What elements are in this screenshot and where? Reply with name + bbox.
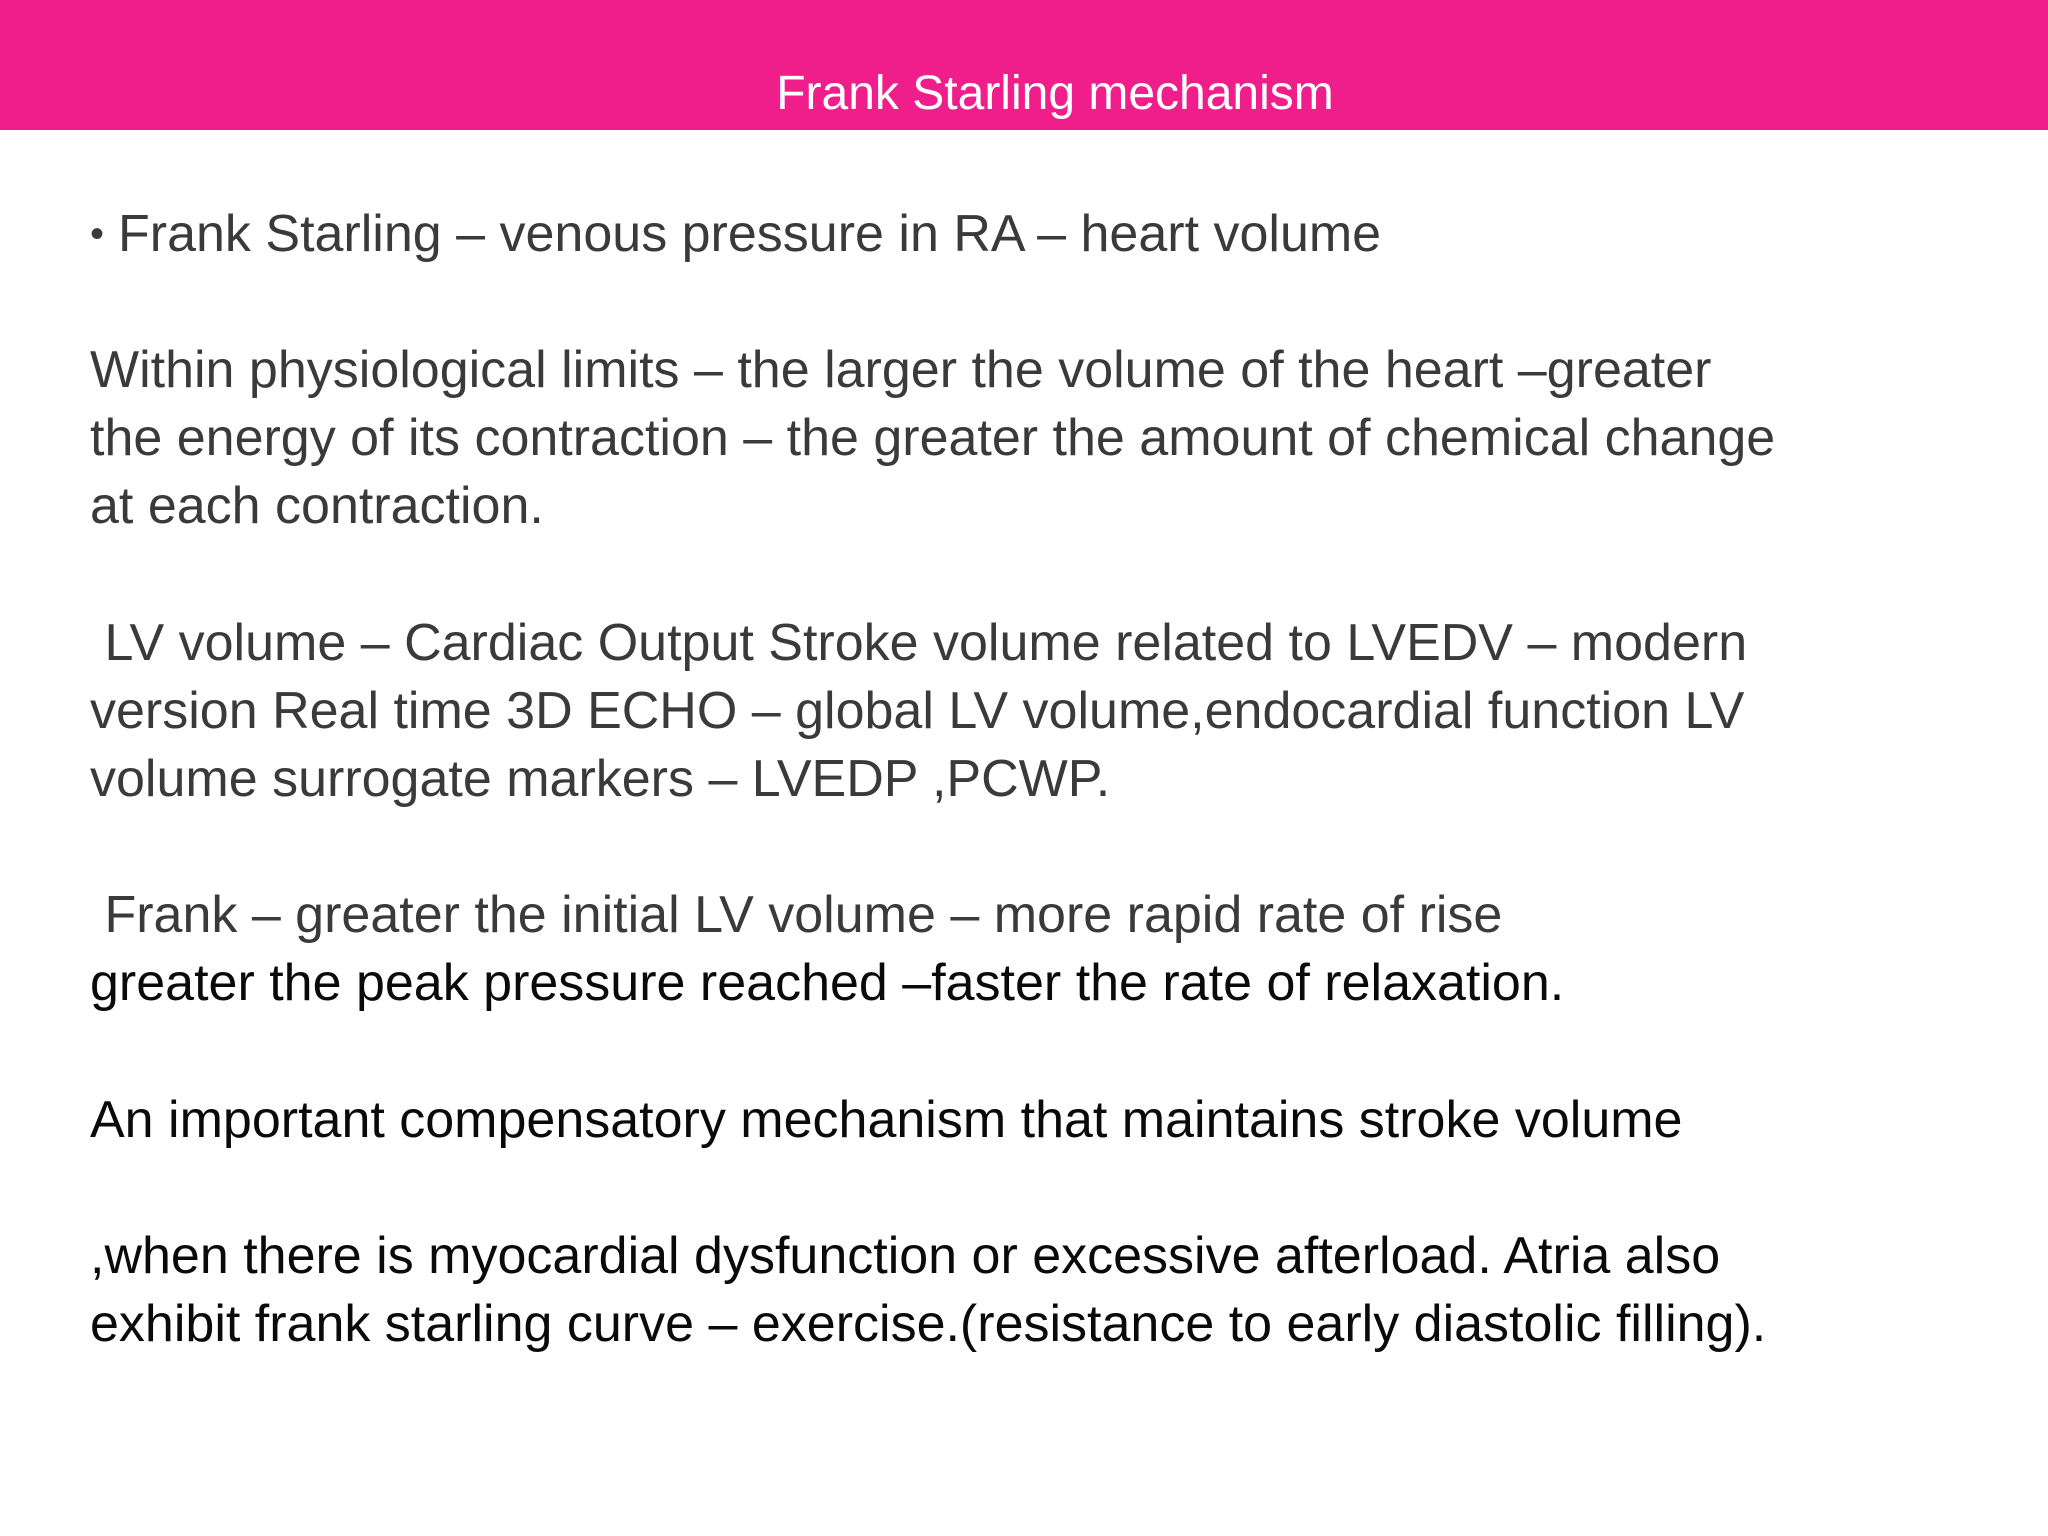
bullet-icon: • <box>90 212 105 256</box>
paragraph-line: Frank – greater the initial LV volume – more rapid rate of rise <box>90 886 1503 944</box>
paragraph-line: exhibit frank starling curve – exercise.(resistance to early diastolic filling). <box>90 1295 1767 1353</box>
paragraph-line: greater the peak pressure reached –faster the rate of relaxation. <box>90 954 1565 1012</box>
paragraph-line: LV volume – Cardiac Output Stroke volume related to LVEDV – modern <box>90 614 1748 672</box>
paragraph-line: Within physiological limits – the larger the volume of the heart –greater <box>90 341 1712 399</box>
paragraph-line: ,when there is myocardial dysfunction or excessive afterload. Atria also <box>90 1227 1721 1285</box>
paragraph-line: version Real time 3D ECHO – global LV volume,endocardial function LV <box>90 682 1745 740</box>
slide-title: Frank Starling mechanism <box>776 67 1334 120</box>
paragraph-line: at each contraction. <box>90 477 544 535</box>
paragraph-line: An important compensatory mechanism that maintains stroke volume <box>90 1091 1683 1149</box>
paragraph-line: volume surrogate markers – LVEDP ,PCWP. <box>90 750 1111 808</box>
bullet-text: Frank Starling – venous pressure in RA – heart volume <box>118 205 1382 263</box>
bullet-item <box>90 200 1381 268</box>
paragraph-line: the energy of its contraction – the greater the amount of chemical change <box>90 409 1776 467</box>
